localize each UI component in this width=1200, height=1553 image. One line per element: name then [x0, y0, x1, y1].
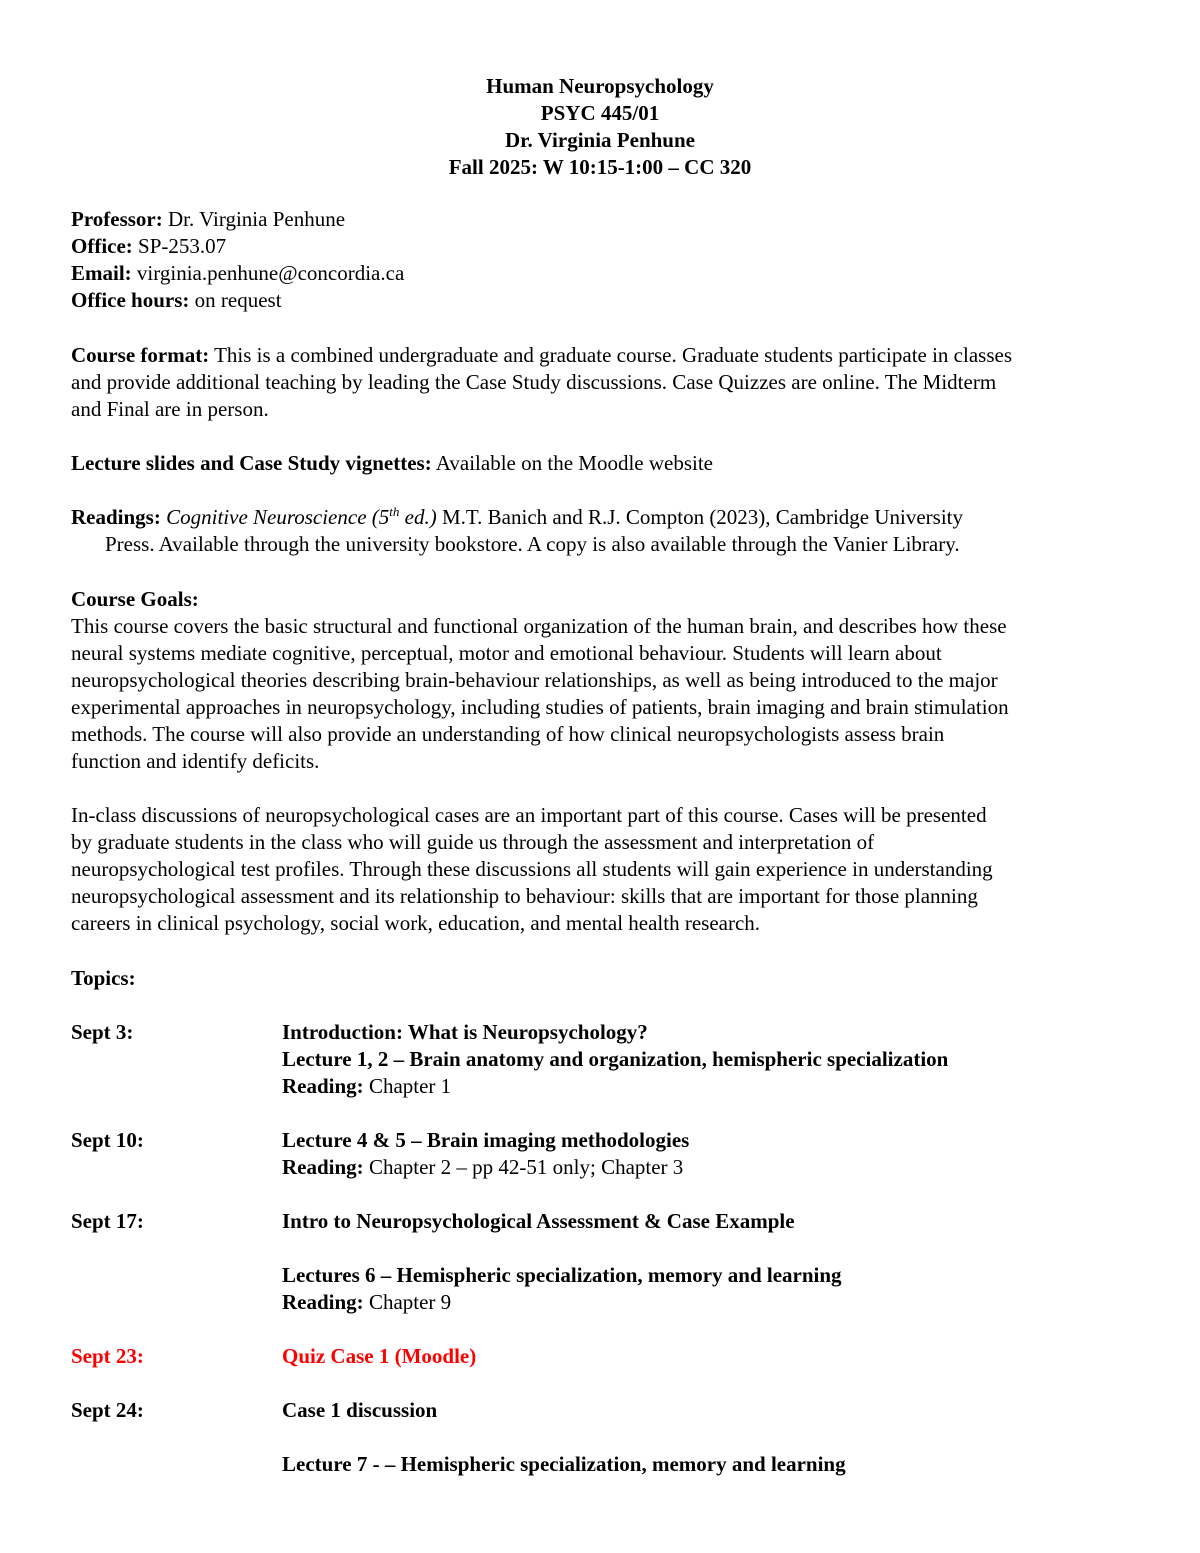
slides-line: [71, 450, 713, 477]
schedule-entry-sept23: [282, 1343, 476, 1370]
schedule-reading-value: Chapter 2 – pp 42-51 only; Chapter 3: [363, 1155, 684, 1179]
readings-citation: M.T. Banich and R.J. Compton (2023), Cambridge University: [436, 505, 964, 529]
professor-line: [71, 206, 345, 233]
course-name: Human Neuropsychology: [486, 74, 714, 98]
goals-line: This course covers the basic structural and functional organization of the human brain, and describes how these: [71, 614, 1007, 638]
cases-line: by graduate students in the class who will guide us through the assessment and interpretation of: [71, 830, 875, 854]
course-goals-label: Course Goals:: [71, 587, 199, 611]
schedule-lecture: Lecture 1, 2 – Brain anatomy and organization, hemispheric specialization: [282, 1047, 949, 1071]
schedule-entry-sept24-lecture: [282, 1451, 846, 1478]
schedule-reading-label: Reading:: [282, 1290, 364, 1314]
schedule-reading-label: Reading:: [282, 1074, 364, 1098]
schedule-lecture: Lecture 4 & 5 – Brain imaging methodologies: [282, 1128, 690, 1152]
office-hours-label: Office hours:: [71, 288, 190, 312]
goals-line: experimental approaches in neuropsychology, including studies of patients, brain imaging and brain stimulation: [71, 695, 1009, 719]
office-hours-value: on request: [194, 288, 282, 312]
course-format-line: and Final are in person.: [71, 397, 269, 421]
readings-availability: Press. Available through the university bookstore. A copy is also available through the Vanier Library.: [105, 532, 960, 556]
schedule-reading-value: Chapter 1: [363, 1074, 452, 1098]
schedule-quiz: Quiz Case 1 (Moodle): [282, 1344, 477, 1368]
schedule-entry-sept3: [282, 1019, 948, 1100]
email-label: Email:: [71, 261, 132, 285]
course-schedule: Fall 2025: W 10:15-1:00 – CC 320: [448, 155, 752, 179]
schedule-date-sept3: Sept 3:: [71, 1020, 134, 1044]
schedule-reading-value: Chapter 9: [363, 1290, 452, 1314]
cases-paragraph: [71, 802, 1141, 937]
course-format-label: Course format:: [71, 343, 210, 367]
office-hours-line: [71, 287, 282, 314]
goals-line: neuropsychological theories describing brain-behaviour relationships, as well as being introduced to the major: [71, 668, 998, 692]
schedule-entry-sept17-lecture: [282, 1262, 842, 1316]
schedule-date-sept23: Sept 23:: [71, 1344, 144, 1368]
topics-heading: Topics:: [71, 966, 136, 990]
readings-paragraph: [71, 504, 1141, 558]
course-header: [0, 73, 1200, 181]
readings-label: Readings:: [71, 505, 161, 529]
schedule-entry-sept24: [282, 1397, 437, 1424]
schedule-date-sept24: Sept 24:: [71, 1398, 144, 1422]
schedule-entry-sept17: [282, 1208, 795, 1235]
course-instructor: Dr. Virginia Penhune: [504, 128, 695, 152]
goals-line: function and identify deficits.: [71, 749, 320, 773]
course-format-line: and provide additional teaching by leading the Case Study discussions. Case Quizzes are online. The Midterm: [71, 370, 997, 394]
schedule-reading-label: Reading:: [282, 1155, 364, 1179]
slides-value: Available on the Moodle website: [435, 451, 714, 475]
course-code: PSYC 445/01: [540, 101, 660, 125]
schedule-entry-sept10: [282, 1127, 689, 1181]
cases-line: careers in clinical psychology, social work, education, and mental health research.: [71, 911, 761, 935]
professor-value: Dr. Virginia Penhune: [168, 207, 346, 231]
office-line: [71, 233, 226, 260]
course-format-line: This is a combined undergraduate and graduate course. Graduate students participate in classes: [214, 343, 1012, 367]
course-format-paragraph: [71, 342, 1141, 423]
office-value: SP-253.07: [138, 234, 227, 258]
cases-line: neuropsychological assessment and its relationship to behaviour: skills that are important for those planning: [71, 884, 978, 908]
schedule-lecture: Lectures 6 – Hemispheric specialization, memory and learning: [282, 1263, 842, 1287]
email-value[interactable]: virginia.penhune@concordia.ca: [136, 261, 405, 285]
schedule-date-sept17: Sept 17:: [71, 1209, 144, 1233]
book-title: Cognitive Neuroscience (5th ed.): [166, 504, 437, 529]
office-label: Office:: [71, 234, 133, 258]
course-goals-paragraph: [71, 586, 1141, 775]
slides-label: Lecture slides and Case Study vignettes:: [71, 451, 432, 475]
email-line: [71, 260, 404, 287]
cases-line: In-class discussions of neuropsychological cases are an important part of this course. Cases will be presented: [71, 803, 987, 827]
schedule-date-sept10: Sept 10:: [71, 1128, 144, 1152]
goals-line: methods. The course will also provide an understanding of how clinical neuropsychologists assess brain: [71, 722, 945, 746]
schedule-intro: Intro to Neuropsychological Assessment & Case Example: [282, 1209, 795, 1233]
schedule-case-discussion: Case 1 discussion: [282, 1398, 438, 1422]
schedule-lecture: Lecture 7 - – Hemispheric specialization, memory and learning: [282, 1452, 846, 1476]
professor-label: Professor:: [71, 207, 163, 231]
schedule-intro: Introduction: What is Neuropsychology?: [282, 1020, 648, 1044]
goals-line: neural systems mediate cognitive, perceptual, motor and emotional behaviour. Students will learn about: [71, 641, 942, 665]
cases-line: neuropsychological test profiles. Through these discussions all students will gain experience in understanding: [71, 857, 993, 881]
